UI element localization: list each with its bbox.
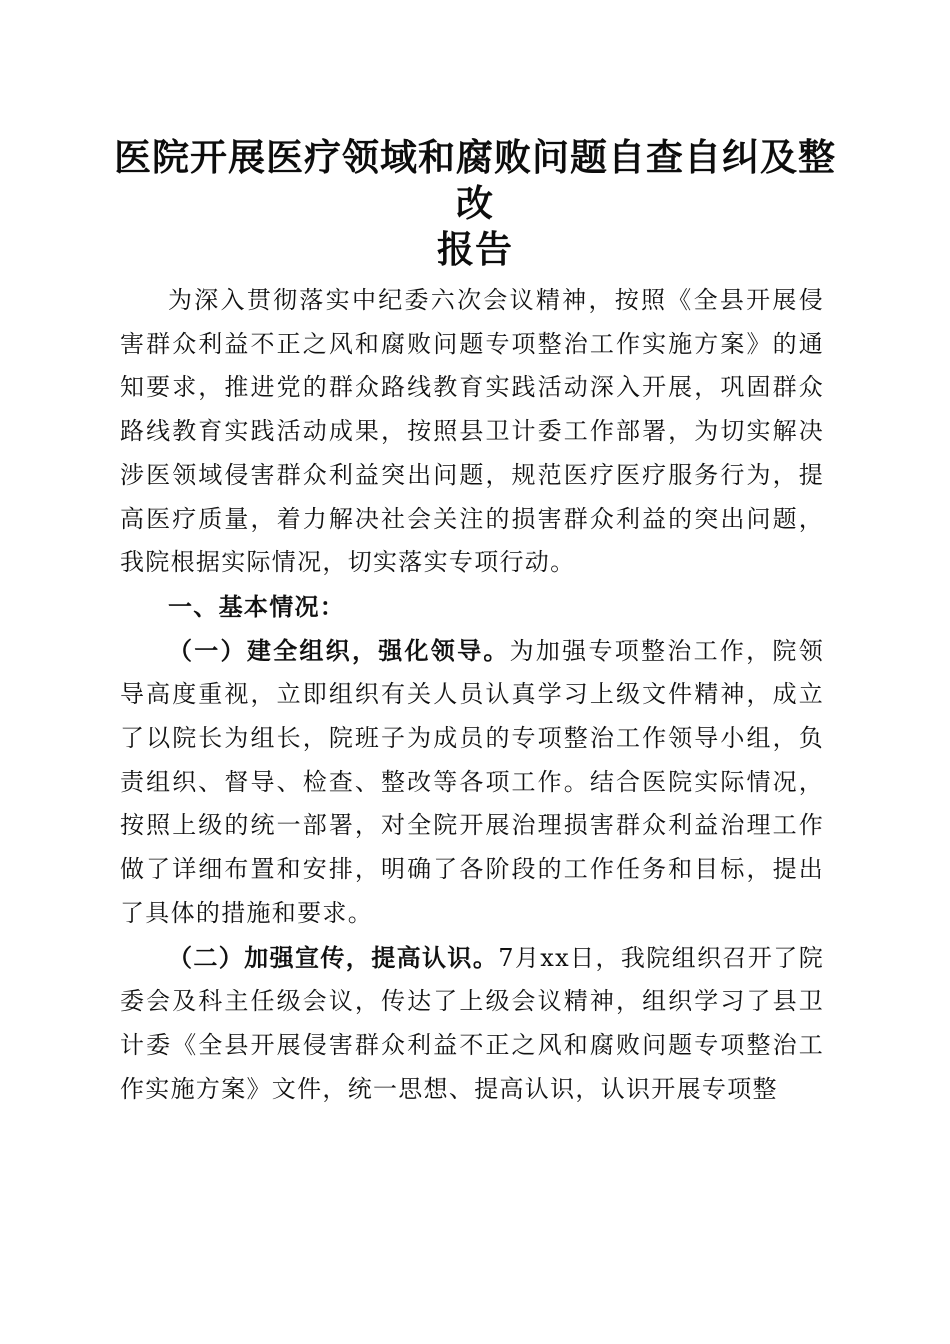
section-heading-basic-situation: 一、基本情况： xyxy=(168,591,346,621)
item-2-paragraph xyxy=(120,936,824,1112)
title-line-1: 医院开展医疗领域和腐败问题自查自纠及整改 xyxy=(114,135,836,225)
item-1-text: 为加强专项整治工作，院领导高度重视，立即组织有关人员认真学习上级文件精神，成立了以院长为组长，院班子为成员的专项整治工作领导小组，负责组织、督导、检查、整改等各项工作。结合医院实际情况，按照上级的统一部署，对全院开展治理损害群众利益治理工作做了详细布置和安排，明确了各阶段的工作任务和目标，提出了具体的措施和要求。 xyxy=(120,636,824,927)
intro-paragraph: 为深入贯彻落实中纪委六次会议精神，按照《全县开展侵害群众利益不正之风和腐败问题专项整治工作实施方案》的通知要求，推进党的群众路线教育实践活动深入开展，巩固群众路线教育实践活动成果，按照县卫计委工作部署，为切实解决涉医领域侵害群众利益突出问题，规范医疗医疗服务行为，提高医疗质量，着力解决社会关注的损害群众利益的突出问题，我院根据实际情况，切实落实专项行动。 xyxy=(120,286,824,577)
document-body xyxy=(120,279,824,1111)
item-2-lead: （二）加强宣传，提高认识。 xyxy=(168,942,499,972)
document-title xyxy=(100,134,850,272)
item-2-text: 7月xx日，我院组织召开了院委会及科主任级会议，传达了上级会议精神，组织学习了县卫计委《全县开展侵害群众利益不正之风和腐败问题专项整治工作实施方案》文件，统一思想、提高认识，认识开展专项整 xyxy=(120,943,824,1103)
item-1-lead: （一）建全组织，强化领导。 xyxy=(168,635,510,665)
item-1-paragraph xyxy=(120,629,824,936)
title-line-2: 报告 xyxy=(437,227,513,271)
